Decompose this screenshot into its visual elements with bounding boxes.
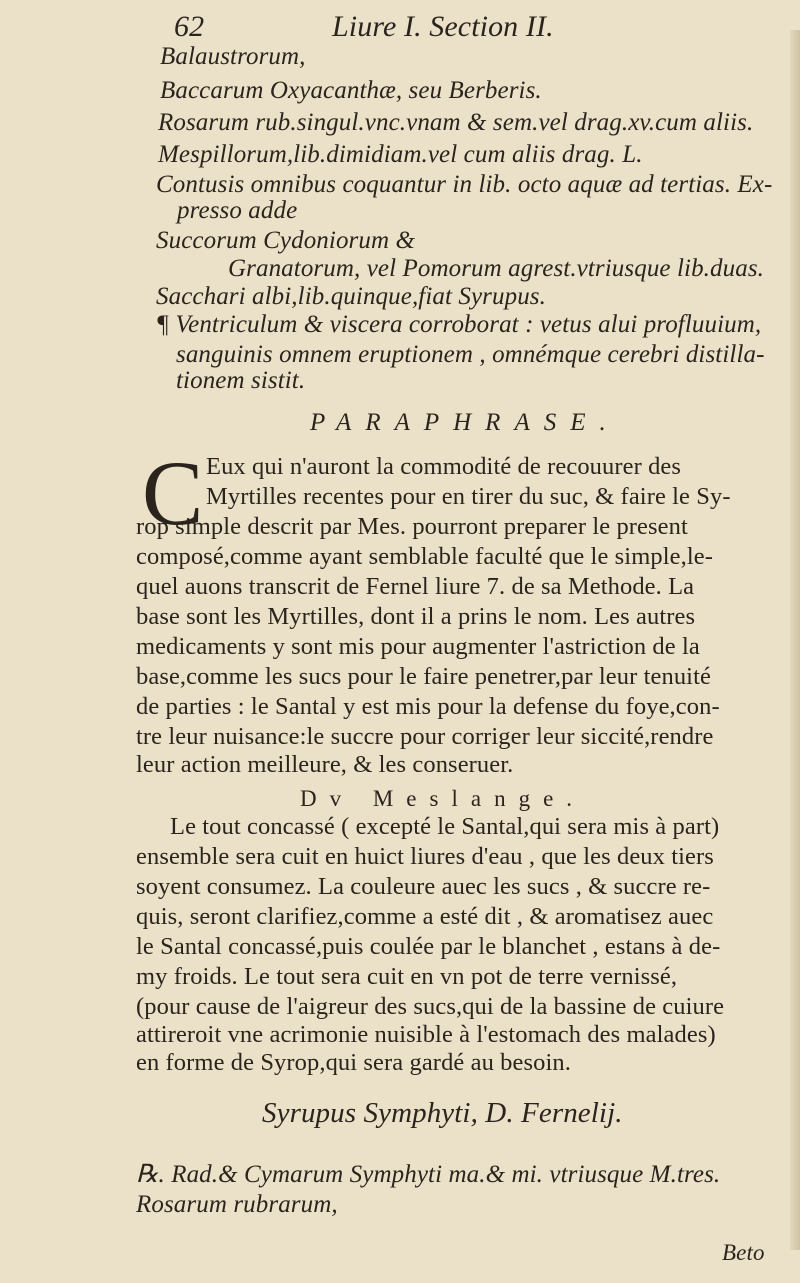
virtues-line: ¶ Ventriculum & viscera corroborat : vetus alui profluuium, xyxy=(156,311,762,338)
melange-line: le Santal concassé,puis coulée par le blanchet , estans à de- xyxy=(136,933,721,960)
paraphrase-line: Myrtilles recentes pour en tirer du suc, & faire le Sy- xyxy=(206,483,731,510)
next-recipe-title: Syrupus Symphyti, D. Fernelij. xyxy=(262,1097,623,1129)
paraphrase-line: de parties : le Santal y est mis pour la defense du foye,con- xyxy=(136,693,720,720)
recipe-line: presso adde xyxy=(177,197,298,224)
recipe-line: Granatorum, vel Pomorum agrest.vtriusque lib.duas. xyxy=(228,255,764,282)
recipe-line: Sacchari albi,lib.quinque,fiat Syrupus. xyxy=(156,283,546,310)
paraphrase-line: base,comme les sucs pour le faire penetrer,par leur tenuité xyxy=(136,663,711,690)
recipe-line: Balaustrorum, xyxy=(160,43,306,70)
recipe-line: Mespillorum,lib.dimidiam.vel cum aliis drag. L. xyxy=(158,141,643,168)
paraphrase-line: quel auons transcrit de Fernel liure 7. de sa Methode. La xyxy=(136,573,695,600)
paraphrase-line: base sont les Myrtilles, dont il a prins le nom. Les autres xyxy=(136,603,696,630)
melange-line: attireroit vne acrimonie nuisible à l'estomach des malades) xyxy=(136,1021,716,1048)
paraphrase-line: medicaments y sont mis pour augmenter l'astriction de la xyxy=(136,633,700,660)
catchword: Beto xyxy=(722,1240,765,1265)
virtues-line: sanguinis omnem eruptionem , omnémque cerebri distilla- xyxy=(176,341,765,368)
virtues-line: tionem sistit. xyxy=(176,367,306,394)
page-number: 62 xyxy=(174,10,205,43)
melange-line: en forme de Syrop,qui sera gardé au besoin. xyxy=(136,1049,571,1076)
recipe-line: Succorum Cydoniorum & xyxy=(156,227,416,254)
recipe-line: Rosarum rub.singul.vnc.vnam & sem.vel drag.xv.cum aliis. xyxy=(158,109,754,136)
melange-line: ensemble sera cuit en huict liures d'eau , que les deux tiers xyxy=(136,843,714,870)
melange-line: quis, seront clarifiez,comme a esté dit , & aromatisez auec xyxy=(136,903,714,930)
recipe-line: Contusis omnibus coquantur in lib. octo aquæ ad tertias. Ex- xyxy=(156,171,773,198)
melange-line: my froids. Le tout sera cuit en vn pot de terre vernissé, xyxy=(136,963,678,990)
next-recipe-line: Rosarum rubrarum, xyxy=(136,1191,338,1218)
melange-line: (pour cause de l'aigreur des sucs,qui de la bassine de cuiure xyxy=(136,993,725,1020)
page-edge-shadow xyxy=(790,30,800,1250)
paraphrase-line: composé,comme ayant semblable faculté que le simple,le- xyxy=(136,543,713,570)
paraphrase-line: Eux qui n'auront la commodité de recouurer des xyxy=(206,453,682,480)
paraphrase-line: leur action meilleure, & les conseruer. xyxy=(136,751,514,778)
paraphrase-line: tre leur nuisance:le succre pour corriger leur siccité,rendre xyxy=(136,723,714,750)
melange-line: Le tout concassé ( excepté le Santal,qui sera mis à part) xyxy=(170,813,720,840)
drop-cap: C xyxy=(142,442,204,544)
running-title: Liure I. Section II. xyxy=(332,10,554,43)
paraphrase-line: rop simple descrit par Mes. pourront preparer le present xyxy=(136,513,688,540)
melange-heading: Dv Meslange. xyxy=(300,786,586,811)
paraphrase-heading: PARAPHRASE. xyxy=(310,409,620,436)
melange-line: soyent consumez. La couleure auec les sucs , & succre re- xyxy=(136,873,711,900)
next-recipe-line: ℞. Rad.& Cymarum Symphyti ma.& mi. vtriusque M.tres. xyxy=(136,1161,721,1188)
recipe-line: Baccarum Oxyacanthæ, seu Berberis. xyxy=(160,77,542,104)
